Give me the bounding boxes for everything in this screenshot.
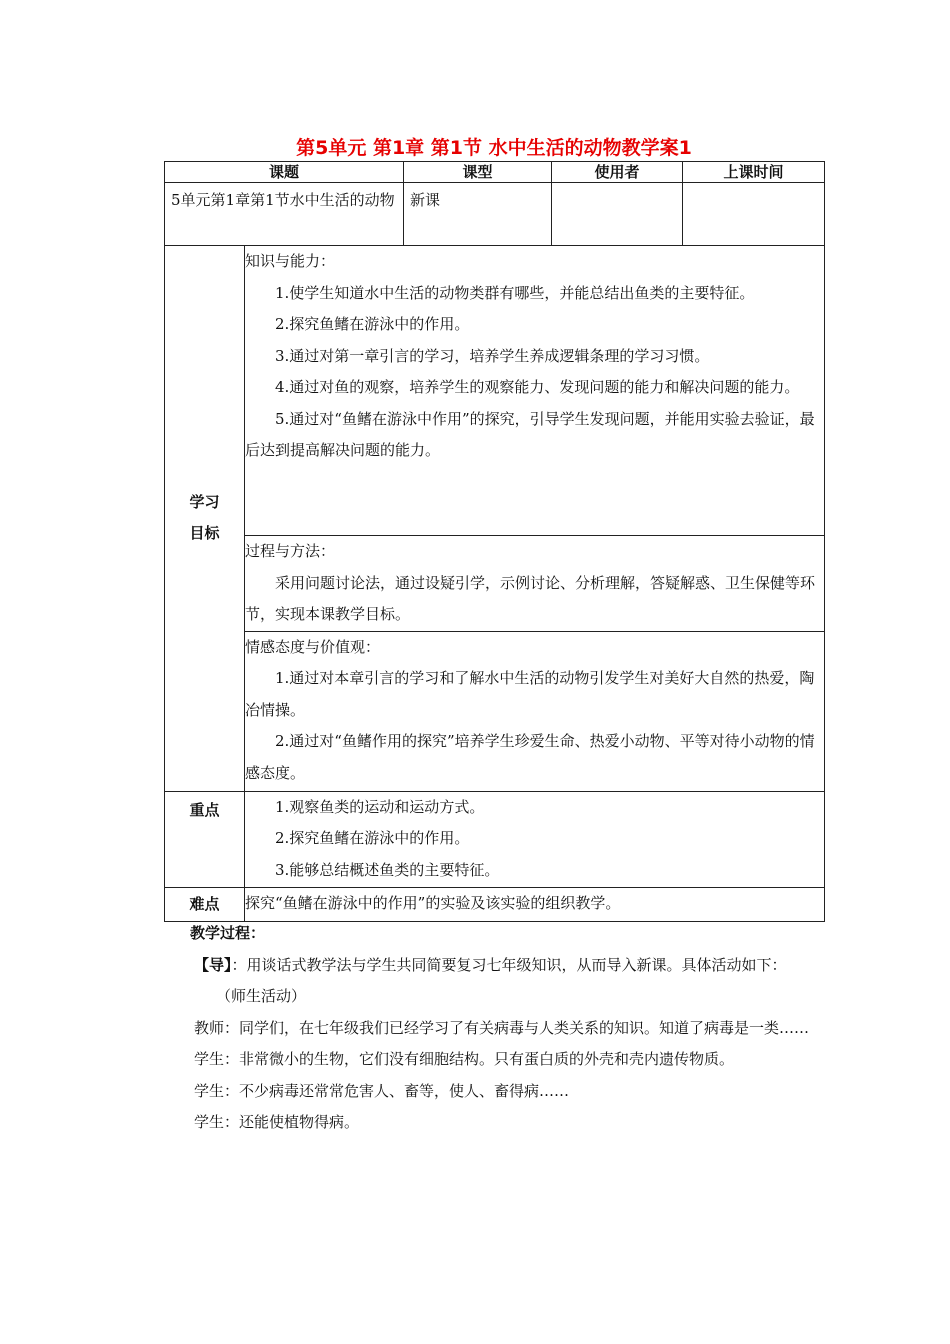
user-cell	[552, 183, 682, 187]
topic-cell: 5单元第1章第1节水中生活的动物	[171, 191, 395, 209]
difficulty-text: 探究“鱼鳍在游泳中的作用”的实验及该实验的组织教学。	[245, 893, 621, 912]
header-type: 课型	[404, 162, 552, 183]
objectives-knowledge-row	[165, 246, 825, 536]
dialogue-line: 学生：非常微小的生物，它们没有细胞结构。只有蛋白质的外壳和壳内遗传物质。	[194, 1050, 735, 1068]
key-points-row	[165, 791, 825, 887]
objectives-label-line1: 学习	[189, 493, 220, 512]
objectives-label-line2: 目标	[189, 524, 220, 543]
knowledge-item: 1.使学生知道水中生活的动物类群有哪些，并能总结出鱼类的主要特征。	[275, 283, 755, 302]
intro-paragraph	[164, 950, 824, 982]
dialogue-line: 学生：不少病毒还常常危害人、畜等，使人、畜得病……	[194, 1081, 570, 1100]
header-topic: 课题	[165, 162, 404, 183]
knowledge-item: 3.通过对第一章引言的学习，培养学生养成逻辑条理的学习习惯。	[275, 346, 710, 365]
objectives-process-row	[165, 536, 825, 632]
objectives-emotion-row	[165, 631, 825, 791]
process-item: 采用问题讨论法，通过设疑引学，示例讨论、分析理解，答疑解惑、卫生保健等环节，实现本课教学目标。	[245, 573, 816, 623]
dialogue-line: 教师：同学们，在七年级我们已经学习了有关病毒与人类关系的知识。知道了病毒是一类……	[194, 1018, 810, 1037]
lesson-plan-table	[164, 161, 825, 922]
key-points-label: 重点	[165, 791, 245, 887]
time-cell	[683, 183, 824, 187]
process-heading: 过程与方法：	[245, 542, 336, 560]
difficulty-row	[165, 887, 825, 921]
key-point-item: 3.能够总结概述鱼类的主要特征。	[275, 860, 500, 879]
process-heading-main: 教学过程：	[190, 924, 266, 942]
dialogue-line: 学生：还能使植物得病。	[194, 1113, 360, 1131]
key-points-section	[245, 791, 825, 887]
difficulty-label: 难点	[165, 887, 245, 921]
type-cell: 新课	[410, 191, 441, 209]
header-user: 使用者	[552, 162, 683, 183]
intro-bracket: 【导】	[194, 955, 232, 974]
emotion-item: 2.通过对“鱼鳍作用的探究”培养学生珍爱生命、热爱小动物、平等对待小动物的情感态度。	[245, 732, 815, 782]
difficulty-section	[245, 887, 825, 921]
process-section	[245, 536, 825, 632]
emotion-item: 1.通过对本章引言的学习和了解水中生活的动物引发学生对美好大自然的热爱，陶冶情操。	[245, 669, 815, 719]
info-row	[165, 183, 825, 246]
page-title: 第5单元 第1章 第1节 水中生活的动物教学案1	[296, 137, 692, 159]
emotion-heading: 情感态度与价值观：	[245, 637, 381, 656]
key-point-item: 1.观察鱼类的运动和运动方式。	[275, 797, 485, 816]
key-point-item: 2.探究鱼鳍在游泳中的作用。	[275, 829, 470, 847]
intro-text: ：用谈话式教学法与学生共同简要复习七年级知识，从而导入新课。具体活动如下：	[231, 955, 787, 974]
knowledge-section	[245, 246, 825, 536]
emotion-section	[245, 631, 825, 791]
knowledge-item: 4.通过对鱼的观察，培养学生的观察能力、发现问题的能力和解决问题的能力。	[275, 378, 800, 396]
knowledge-item: 2.探究鱼鳍在游泳中的作用。	[275, 315, 470, 333]
header-row	[165, 162, 825, 183]
activity-label: （师生活动）	[216, 987, 307, 1005]
header-time: 上课时间	[683, 162, 825, 183]
objectives-label	[165, 246, 245, 792]
knowledge-item: 5.通过对“鱼鳍在游泳中作用”的探究，引导学生发现问题，并能用实验去验证，最后达到提高解决问题的能力。	[245, 409, 815, 459]
knowledge-heading: 知识与能力：	[245, 252, 336, 270]
teaching-process	[164, 918, 824, 1139]
